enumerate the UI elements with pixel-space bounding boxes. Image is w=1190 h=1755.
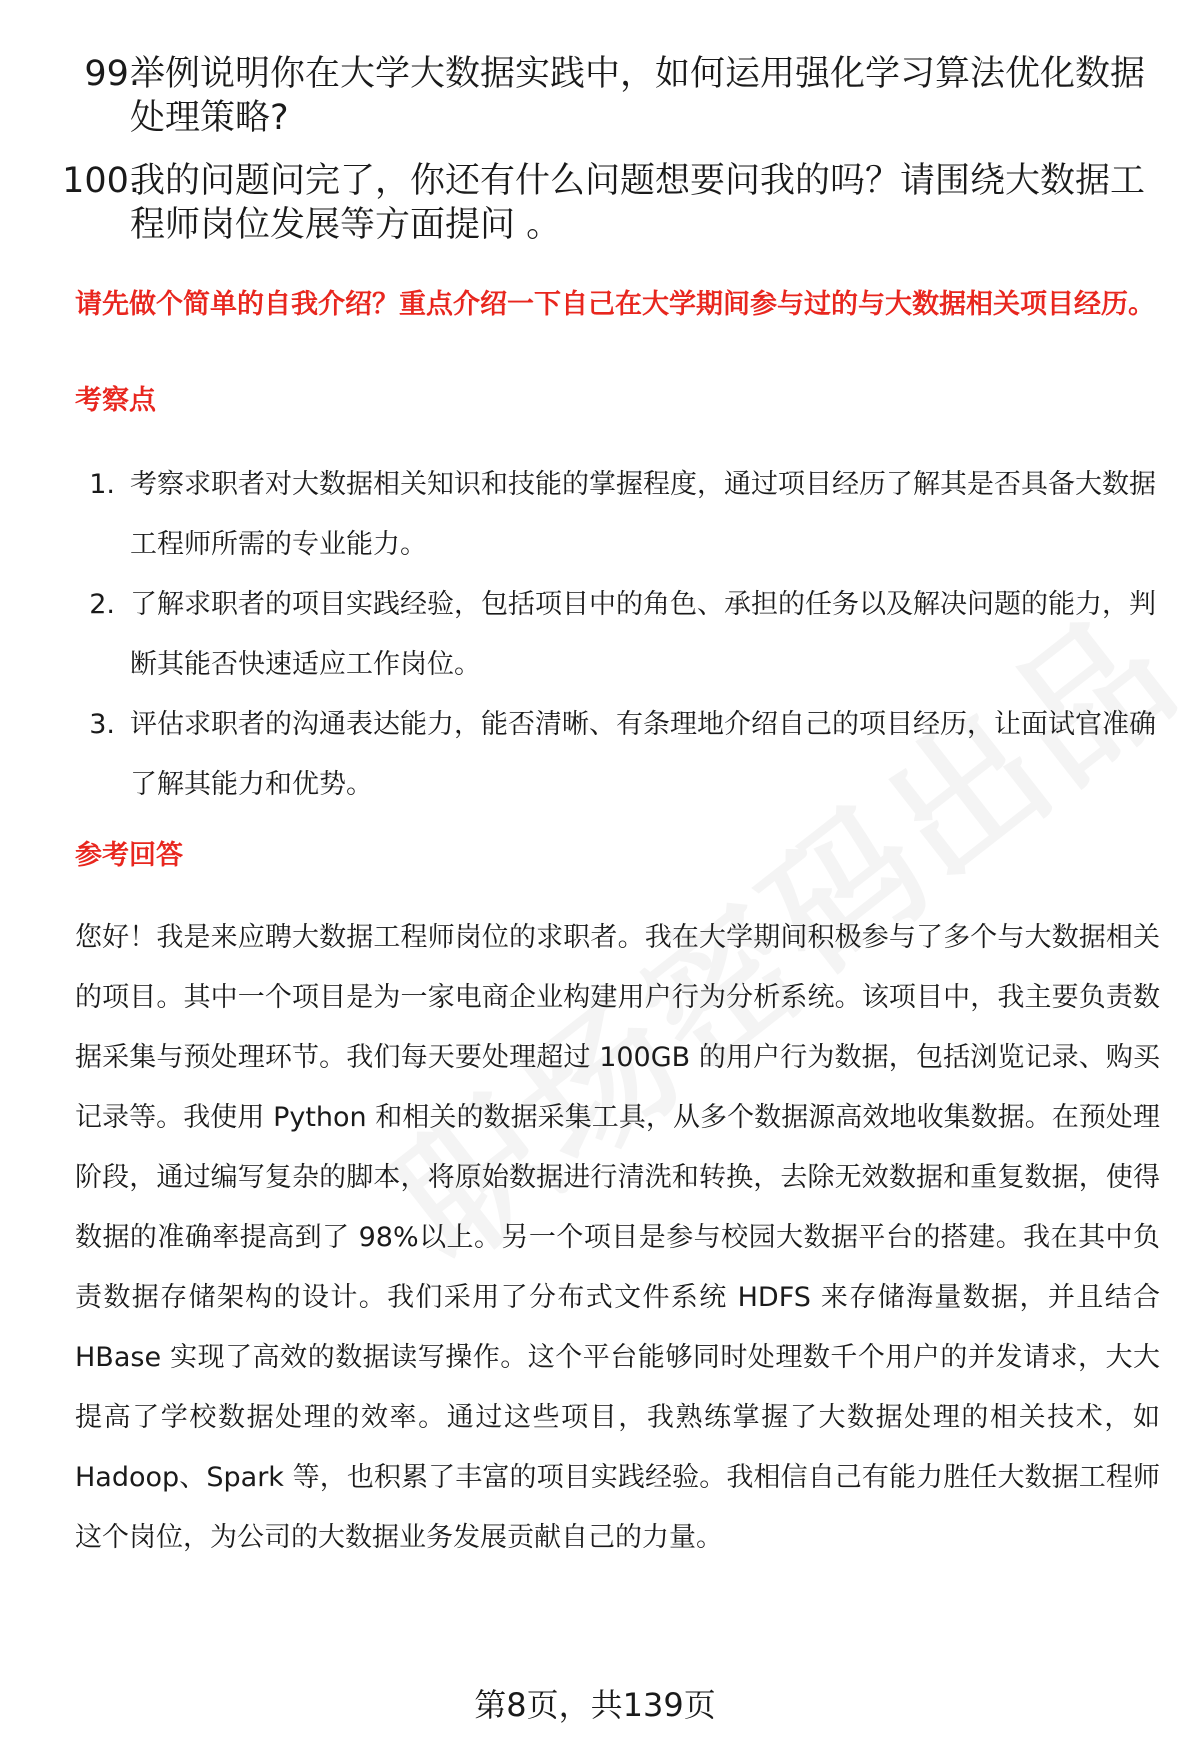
question-item [0,52,1190,159]
question-text: 我的问题问完了，你还有什么问题想要问我的吗？请围绕大数据工程师岗位发展等方面提问 。 [130,161,1146,245]
answer-heading: 参考回答 [75,840,183,871]
point-text: 考察求职者对大数据相关知识和技能的掌握程度，通过项目经历了解其是否具备大数据工程师所需的专业能力。 [130,469,1156,560]
question-title: 请先做个简单的自我介绍？重点介绍一下自己在大学期间参与过的与大数据相关项目经历。 [75,289,1155,320]
page-footer: 第8页，共139页 [474,1686,716,1724]
point-item [0,455,1190,575]
question-number: 100. [62,161,140,201]
answer-text: 您好！我是来应聘大数据工程师岗位的求职者。我在大学期间积极参与了多个与大数据相关的项目。其中一个项目是为一家电商企业构建用户行为分析系统。该项目中，我主要负责数据采集与预处理环节。我们每天要处理超过 100GB 的用户行为数据，包括浏览记录、购买记录等。我使用 Python 和相关的数据采集工具，从多个数据源高效地收集数据。在预处理阶段，通过编写复杂的脚本，将原始数据进行清洗和转换，去除无效数据和重复数据，使得数据的准确率提高到了 98%以上。另一个项目是参与校园大数据平台的搭建。我在其中负责数据存储架构的设计。我们采用了分布式文件系统 HDFS 来存储海量数据，并且结合 HBase 实现了高效的数据读写操作。这个平台能够同时处理数千个用户的并发请求，大大提高了学校数据处理的效率。通过这些项目，我熟练掌握了大数据处理的相关技术，如 Hadoop、Spark 等，也积累了丰富的项目实践经验。我相信自己有能力胜任大数据工程师这个岗位，为公司的大数据业务发展贡献自己的力量。 [75,922,1160,1553]
point-text: 评估求职者的沟通表达能力，能否清晰、有条理地介绍自己的项目经历，让面试官准确了解其能力和优势。 [130,709,1156,800]
question-list [0,52,1190,247]
question-text: 举例说明你在大学大数据实践中，如何运用强化学习算法优化数据处理策略? [130,54,1146,138]
point-number: 2. [89,589,115,620]
point-text: 了解求职者的项目实践经验，包括项目中的角色、承担的任务以及解决问题的能力，判断其能否快速适应工作岗位。 [130,589,1156,680]
point-number: 1. [89,469,115,500]
point-number: 3. [89,709,115,740]
question-number: 99. [84,54,140,94]
question-item [0,159,1190,247]
point-item [0,695,1190,815]
kaocha-points [0,455,1190,815]
kaocha-heading: 考察点 [75,385,156,416]
point-item [0,575,1190,695]
